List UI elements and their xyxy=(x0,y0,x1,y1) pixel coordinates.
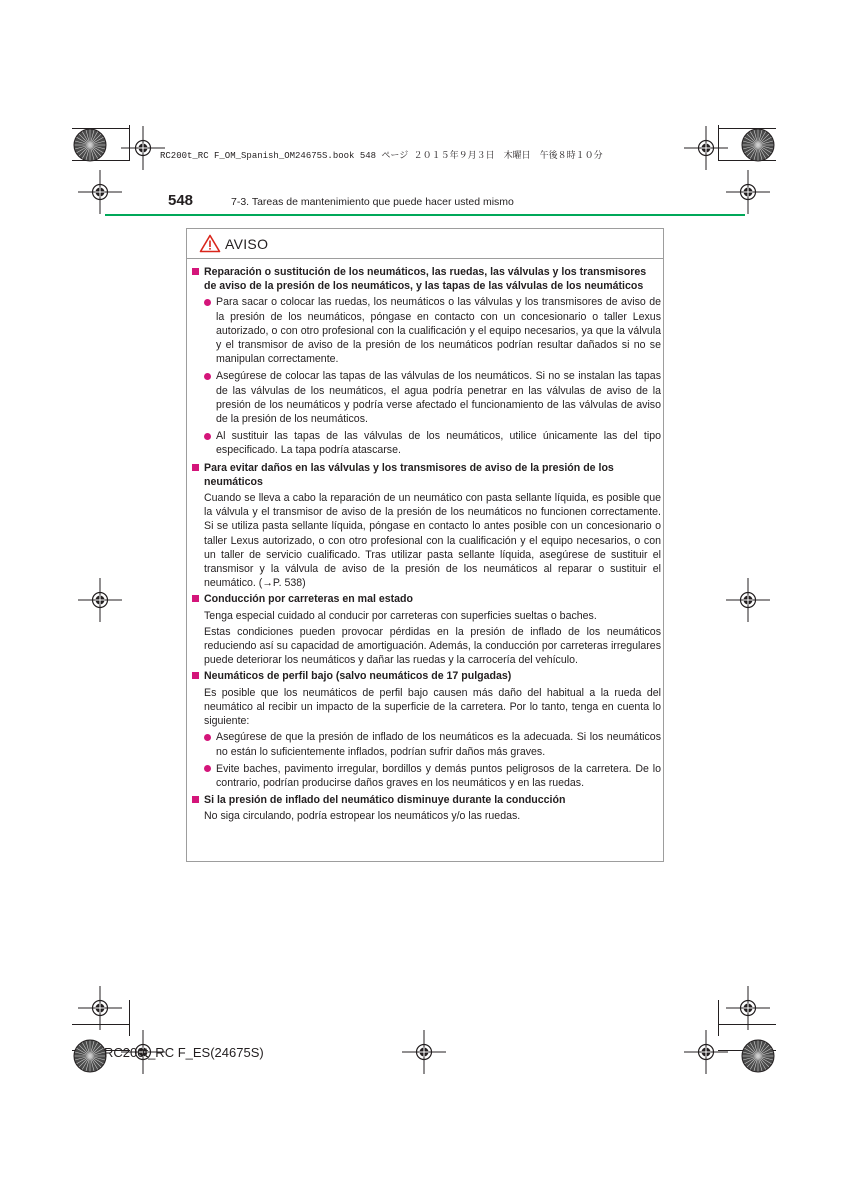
bullet-item xyxy=(191,369,661,426)
bullet-item xyxy=(191,295,661,366)
section-heading-text: Neumáticos de perfil bajo (salvo neumáticos de 17 pulgadas) xyxy=(204,670,512,683)
color-target-icon xyxy=(740,1038,776,1074)
registration-mark-icon xyxy=(684,126,728,170)
section-heading-text: Si la presión de inflado del neumático disminuye durante la conducción xyxy=(204,794,566,807)
section-heading xyxy=(191,592,661,606)
round-bullet-icon xyxy=(204,373,211,380)
bullet-item xyxy=(191,730,661,758)
warning-box xyxy=(186,228,664,862)
page-number: 548 xyxy=(168,192,194,209)
registration-mark-icon xyxy=(726,578,770,622)
bullet-item xyxy=(191,429,661,457)
square-bullet-icon xyxy=(192,268,199,275)
registration-mark-icon xyxy=(402,1030,446,1074)
section-title: 7-3. Tareas de mantenimiento que puede hacer usted mismo xyxy=(231,196,514,208)
bullet-text: Para sacar o colocar las ruedas, los neumáticos o las válvulas y los transmisores de aviso de la presión de los neumáticos, póngase en contacto con un concesionario o taller Lexus autorizado, o con otro profesional con la cualificación y el equipo necesarios, ya que la válvula y el transmisor de aviso de la presión de los neumáticos podrían resultar dañados si no se manipulan correctamente. xyxy=(216,296,661,366)
footer-code: RC200t_RC F_ES(24675S) xyxy=(104,1045,264,1060)
header-rule xyxy=(105,214,745,216)
section-heading-text: Conducción por carreteras en mal estado xyxy=(204,593,413,606)
registration-mark-icon xyxy=(78,578,122,622)
round-bullet-icon xyxy=(204,299,211,306)
square-bullet-icon xyxy=(192,796,199,803)
section-paragraph: No siga circulando, podría estropear los neumáticos y/o las ruedas. xyxy=(204,810,521,823)
round-bullet-icon xyxy=(204,433,211,440)
registration-mark-icon xyxy=(684,1030,728,1074)
file-header: RC200t_RC F_OM_Spanish_OM24675S.book 548 ページ ２０１５年９月３日 木曜日 午後８時１０分 xyxy=(160,151,603,161)
square-bullet-icon xyxy=(192,595,199,602)
section-paragraph: Cuando se lleva a cabo la reparación de un neumático con pasta sellante líquida, es posible que la válvula y el transmisor de aviso de la presión de los neumáticos no funcionen correctamente. Si se utiliza pasta sellante líquida, póngase en contacto lo antes posible con un concesionario o taller Lexus autorizado, o con otro profesional con la cualificación y el equipo necesarios, o con un taller de servicio cualificado. Tras utilizar pasta sellante líquida, asegúrese de sustituir el transmisor y la válvula de aviso de la presión de los neumáticos al reparar o sustituir el neumático. (→P. 538) xyxy=(204,492,661,590)
section-heading xyxy=(191,461,661,489)
bullet-item xyxy=(191,762,661,790)
bullet-text: Evite baches, pavimento irregular, bordillos y demás puntos peligrosos de la carretera. De lo contrario, podrían producirse daños graves en los neumáticos y en las ruedas. xyxy=(216,762,661,789)
bullet-text: Asegúrese de colocar las tapas de las válvulas de los neumáticos. Si no se instalan las tapas de las válvulas de los neumáticos, el agua podría penetrar en las válvulas de aviso de la presión de los neumáticos y podría verse afectado el funcionamiento de las válvulas de aviso de la presión de los neumáticos. xyxy=(216,370,661,426)
section-heading-text: Reparación o sustitución de los neumáticos, las ruedas, las válvulas y los transmisores de aviso de la presión de los neumáticos, y las tapas de las válvulas de los neumáticos xyxy=(204,266,647,293)
color-target-icon xyxy=(740,127,776,163)
registration-mark-icon xyxy=(78,986,122,1030)
warning-title: AVISO xyxy=(225,235,269,252)
round-bullet-icon xyxy=(204,734,211,741)
square-bullet-icon xyxy=(192,464,199,471)
section-heading xyxy=(191,793,661,807)
section-paragraph: Tenga especial cuidado al conducir por carreteras con superficies sueltas o baches. xyxy=(204,609,597,622)
section-heading-text: Para evitar daños en las válvulas y los transmisores de aviso de la presión de los neumáticos xyxy=(204,461,614,488)
registration-mark-icon xyxy=(78,170,122,214)
section-paragraph: Estas condiciones pueden provocar pérdidas en la presión de inflado de los neumáticos reduciendo así su capacidad de amortiguación. Además, la conducción por carreteras irregulares puede deteriorar los neumáticos y dañar las ruedas y la carrocería del vehículo. xyxy=(204,625,661,667)
bullet-text: Asegúrese de que la presión de inflado de los neumáticos es la adecuada. Si los neumáticos no están lo suficientemente inflados, podrían sufrir daños más graves. xyxy=(216,731,661,758)
warning-header xyxy=(187,229,663,259)
color-target-icon xyxy=(72,127,108,163)
section-heading xyxy=(191,669,661,683)
registration-mark-icon xyxy=(726,170,770,214)
square-bullet-icon xyxy=(192,672,199,679)
registration-mark-icon xyxy=(726,986,770,1030)
registration-mark-icon xyxy=(121,126,165,170)
round-bullet-icon xyxy=(204,765,211,772)
section-heading xyxy=(191,265,661,293)
section-paragraph: Es posible que los neumáticos de perfil bajo causen más daño del habitual a la rueda del neumático al recibir un impacto de la superficie de la carretera. Por lo tanto, tenga en cuenta lo siguiente: xyxy=(204,686,661,728)
warning-triangle-icon xyxy=(199,234,221,253)
color-target-icon xyxy=(72,1038,108,1074)
bullet-text: Al sustituir las tapas de las válvulas de los neumáticos, utilice únicamente las del tipo especificado. La tapa podría atascarse. xyxy=(216,430,661,457)
warning-content xyxy=(191,265,661,826)
